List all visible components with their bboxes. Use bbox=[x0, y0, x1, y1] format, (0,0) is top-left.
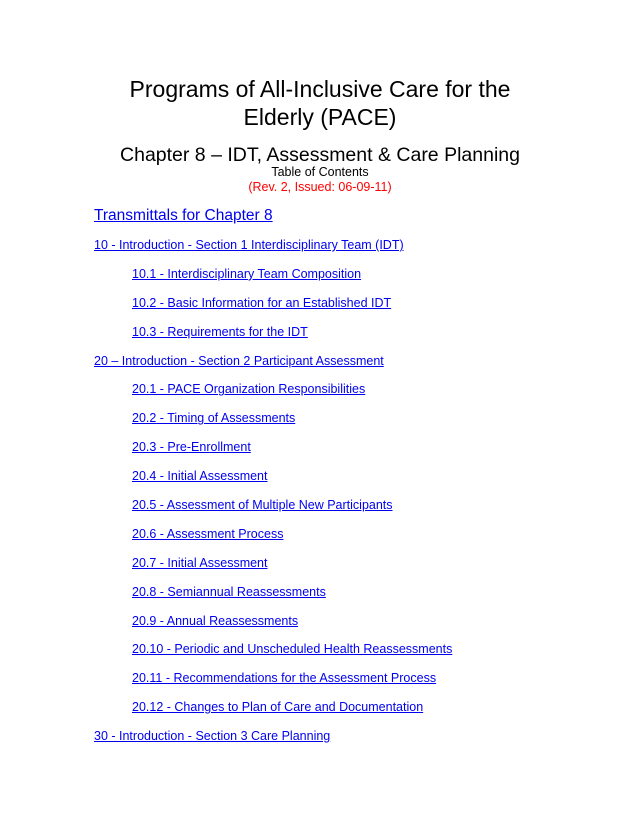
toc-link[interactable]: 20.7 - Initial Assessment bbox=[132, 555, 268, 570]
toc-link[interactable]: 20.4 - Initial Assessment bbox=[132, 469, 268, 484]
toc-item bbox=[0, 439, 640, 468]
toc-item bbox=[0, 295, 640, 324]
toc-item bbox=[0, 526, 640, 555]
toc-item bbox=[0, 555, 640, 584]
toc-link[interactable]: 20.8 - Semiannual Reassessments bbox=[132, 584, 326, 599]
toc-link[interactable]: 10.2 - Basic Information for an Established IDT bbox=[132, 295, 392, 310]
toc-link[interactable]: 20 – Introduction - Section 2 Participant Assessment bbox=[94, 353, 384, 368]
toc-link[interactable]: 20.9 - Annual Reassessments bbox=[132, 613, 299, 628]
toc-link[interactable]: 30 - Introduction - Section 3 Care Planning bbox=[94, 729, 331, 744]
toc-link[interactable]: 20.1 - PACE Organization Responsibilities bbox=[132, 382, 366, 397]
toc-link[interactable]: 10.1 - Interdisciplinary Team Composition bbox=[132, 266, 362, 281]
toc-item bbox=[0, 497, 640, 526]
toc-heading: Table of Contents bbox=[271, 165, 369, 179]
revision-note: (Rev. 2, Issued: 06-09-11) bbox=[248, 180, 392, 194]
toc-link[interactable]: 10 - Introduction - Section 1 Interdisciplinary Team (IDT) bbox=[94, 238, 404, 252]
transmittals-link[interactable]: Transmittals for Chapter 8 bbox=[94, 207, 273, 224]
toc-item bbox=[0, 266, 640, 295]
title-line-2: Elderly (PACE) bbox=[243, 104, 397, 130]
toc-item bbox=[0, 670, 640, 699]
toc-link[interactable]: 20.5 - Assessment of Multiple New Participants bbox=[132, 498, 393, 513]
toc-item bbox=[0, 410, 640, 439]
toc-link[interactable]: 20.6 - Assessment Process bbox=[132, 526, 284, 541]
toc-link[interactable]: 20.3 - Pre-Enrollment bbox=[132, 440, 251, 455]
toc-link[interactable]: 10.3 - Requirements for the IDT bbox=[132, 324, 308, 339]
toc-item bbox=[0, 324, 640, 353]
toc-item bbox=[0, 353, 640, 382]
toc-item bbox=[0, 237, 640, 266]
toc-item bbox=[0, 641, 640, 670]
toc-item bbox=[0, 381, 640, 410]
toc-link[interactable]: 20.2 - Timing of Assessments bbox=[132, 411, 296, 426]
toc-item bbox=[0, 613, 640, 642]
chapter-title: Chapter 8 – IDT, Assessment & Care Planning bbox=[120, 144, 520, 166]
toc-item bbox=[0, 468, 640, 497]
title-line-1: Programs of All-Inclusive Care for the bbox=[129, 76, 511, 102]
table-of-contents bbox=[0, 237, 640, 757]
toc-item bbox=[0, 584, 640, 613]
document-title bbox=[0, 75, 640, 131]
toc-item bbox=[0, 699, 640, 728]
toc-link[interactable]: 20.12 - Changes to Plan of Care and Documentation bbox=[132, 700, 424, 715]
toc-item bbox=[0, 728, 640, 757]
toc-link[interactable]: 20.10 - Periodic and Unscheduled Health Reassessments bbox=[132, 642, 453, 657]
toc-link[interactable]: 20.11 - Recommendations for the Assessment Process bbox=[132, 671, 437, 686]
